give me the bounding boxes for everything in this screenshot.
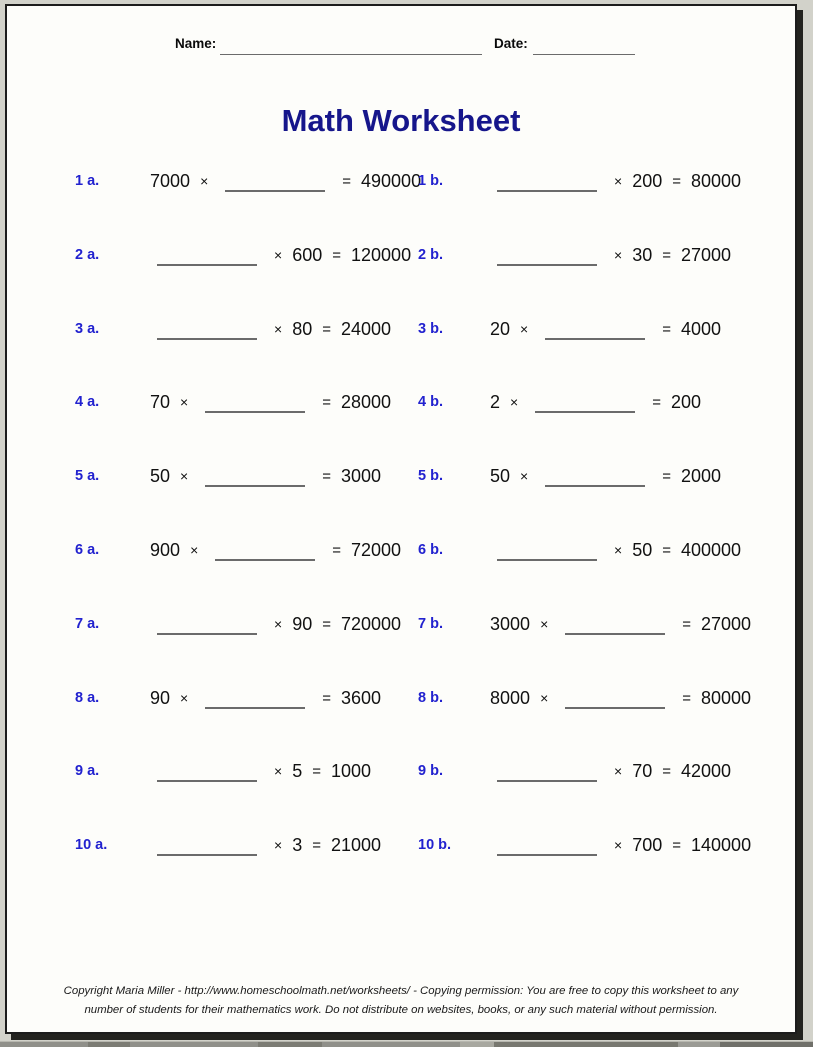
- equals-sign: =: [332, 246, 342, 264]
- problem-cell-b: [418, 466, 721, 487]
- product: 27000: [681, 244, 732, 265]
- problem-row: [7, 245, 795, 275]
- times-sign: ×: [540, 615, 549, 632]
- equals-sign: =: [312, 763, 321, 781]
- factor: 90: [292, 613, 313, 634]
- problem-expression: [490, 835, 751, 855]
- times-sign: ×: [180, 689, 189, 706]
- problem-cell-b: [418, 688, 751, 709]
- answer-blank: [157, 324, 257, 340]
- factor: 20: [490, 318, 511, 339]
- equals-sign: =: [672, 173, 682, 190]
- problem-cell-b: [418, 171, 741, 192]
- product: 490000: [361, 171, 422, 191]
- answer-blank: [545, 471, 645, 487]
- product: 80000: [701, 687, 752, 708]
- equals-sign: =: [682, 615, 692, 633]
- answer-blank: [545, 324, 645, 340]
- problem-row: [7, 540, 795, 570]
- factor: 3: [292, 835, 303, 856]
- times-sign: ×: [614, 542, 623, 558]
- answer-blank: [565, 619, 665, 635]
- problem-number-label: 8 b.: [418, 689, 443, 706]
- problem-expression: [150, 466, 381, 486]
- problem-expression: [150, 688, 381, 708]
- answer-blank: [205, 693, 305, 709]
- problem-cell-b: [418, 540, 741, 561]
- problem-row: [7, 319, 795, 349]
- product: 2000: [681, 466, 722, 487]
- problem-expression: [490, 171, 741, 191]
- problem-number-label: 9 b.: [418, 763, 443, 780]
- problem-expression: [490, 245, 731, 265]
- times-sign: ×: [520, 320, 529, 337]
- answer-blank: [497, 840, 597, 856]
- answer-blank: [157, 766, 257, 782]
- factor: 90: [150, 687, 171, 708]
- times-sign: ×: [180, 394, 189, 411]
- problem-expression: [490, 540, 741, 560]
- factor: 50: [150, 466, 171, 487]
- product: 400000: [681, 540, 742, 560]
- times-sign: ×: [274, 246, 283, 263]
- problem-number-label: 5 b.: [418, 468, 443, 485]
- problem-number-label: 7 a.: [75, 615, 100, 632]
- problem-expression: [490, 466, 721, 486]
- problem-cell-a: [75, 614, 401, 635]
- times-sign: ×: [540, 689, 549, 706]
- product: 27000: [701, 613, 752, 634]
- times-sign: ×: [274, 837, 283, 854]
- problem-number-label: 2 a.: [75, 246, 100, 263]
- problem-expression: [150, 761, 371, 781]
- factor: 50: [490, 466, 511, 487]
- answer-blank: [205, 397, 305, 413]
- answer-blank: [157, 250, 257, 266]
- page-title: Math Worksheet: [281, 103, 521, 138]
- times-sign: ×: [274, 615, 283, 632]
- problem-expression: [150, 540, 401, 560]
- problem-expression: [150, 319, 391, 339]
- worksheet-page: [5, 4, 797, 1034]
- copyright-line-2: number of students for their mathematics work. Do not distribute on websites, books, or any such material without permission.: [84, 1004, 718, 1016]
- name-label: Name:: [175, 36, 217, 51]
- problem-cell-a: [75, 835, 381, 856]
- factor: 2: [490, 392, 501, 413]
- product: 42000: [681, 761, 732, 782]
- problem-cell-b: [418, 761, 731, 782]
- product: 21000: [330, 835, 382, 856]
- problem-cell-a: [75, 319, 391, 340]
- problem-number-label: 10 a.: [75, 837, 108, 854]
- answer-blank: [157, 840, 257, 856]
- equals-sign: =: [682, 689, 692, 707]
- times-sign: ×: [274, 763, 283, 780]
- equals-sign: =: [322, 394, 331, 412]
- answer-blank: [497, 250, 597, 266]
- answer-blank: [205, 471, 305, 487]
- answer-blank: [497, 176, 597, 192]
- problem-cell-b: [418, 319, 721, 340]
- problem-cell-a: [75, 688, 381, 709]
- problem-expression: [150, 392, 391, 412]
- factor: 3000: [490, 613, 531, 634]
- times-sign: ×: [614, 246, 623, 263]
- problem-number-label: 1 a.: [75, 173, 100, 189]
- equals-sign: =: [662, 468, 671, 486]
- problem-number-label: 4 b.: [418, 394, 443, 411]
- problem-cell-a: [75, 392, 391, 413]
- product: 3000: [341, 466, 382, 487]
- equals-sign: =: [672, 837, 682, 855]
- problem-number-label: 2 b.: [418, 246, 443, 263]
- product: 24000: [341, 318, 392, 339]
- factor: 30: [632, 244, 653, 265]
- window-chrome-strip: [0, 1041, 813, 1047]
- problem-expression: [490, 688, 751, 708]
- name-blank-line: [220, 39, 482, 55]
- product: 1000: [330, 761, 372, 782]
- answer-blank: [497, 545, 597, 561]
- answer-blank: [157, 619, 257, 635]
- times-sign: ×: [180, 468, 189, 485]
- answer-blank: [535, 397, 635, 413]
- factor: 600: [292, 244, 323, 265]
- product: 120000: [351, 244, 412, 265]
- problem-expression: [150, 614, 401, 634]
- problem-cell-b: [418, 614, 751, 635]
- problem-expression: [490, 392, 701, 412]
- problem-row: [7, 688, 795, 718]
- equals-sign: =: [322, 468, 331, 486]
- problem-cell-a: [75, 761, 371, 782]
- problem-cell-a: [75, 245, 411, 266]
- times-sign: ×: [190, 542, 199, 558]
- times-sign: ×: [614, 763, 623, 780]
- equals-sign: =: [312, 837, 321, 855]
- equals-sign: =: [342, 173, 352, 190]
- factor: 700: [632, 835, 663, 856]
- equals-sign: =: [322, 615, 331, 633]
- equals-sign: =: [652, 394, 661, 412]
- times-sign: ×: [520, 468, 529, 485]
- equals-sign: =: [322, 689, 331, 707]
- factor: 200: [632, 171, 663, 191]
- problem-expression: [490, 319, 721, 339]
- date-label: Date:: [494, 36, 528, 51]
- date-blank-line: [533, 39, 635, 55]
- problem-cell-a: [75, 171, 421, 192]
- problem-number-label: 6 b.: [418, 542, 443, 558]
- product: 80000: [691, 171, 742, 191]
- product: 4000: [681, 318, 722, 339]
- problem-cell-b: [418, 392, 701, 413]
- problem-number-label: 6 a.: [75, 542, 100, 558]
- times-sign: ×: [614, 837, 623, 854]
- equals-sign: =: [662, 763, 671, 781]
- answer-blank: [497, 766, 597, 782]
- problem-row: [7, 835, 795, 865]
- equals-sign: =: [332, 542, 342, 559]
- times-sign: ×: [614, 173, 623, 189]
- problem-number-label: 8 a.: [75, 689, 100, 706]
- product: 720000: [341, 613, 402, 634]
- factor: 5: [292, 761, 303, 782]
- answer-blank: [565, 693, 665, 709]
- problem-number-label: 1 b.: [418, 173, 443, 189]
- factor: 70: [150, 392, 171, 413]
- answer-blank: [215, 545, 315, 561]
- times-sign: ×: [274, 320, 283, 337]
- copyright-footer: [7, 982, 795, 1020]
- factor: 50: [632, 540, 653, 560]
- problem-row: [7, 614, 795, 644]
- product: 200: [670, 392, 702, 413]
- problem-number-label: 5 a.: [75, 468, 100, 485]
- problem-expression: [490, 614, 751, 634]
- problem-cell-a: [75, 540, 401, 561]
- answer-blank: [225, 176, 325, 192]
- product: 140000: [691, 835, 752, 856]
- problem-cell-b: [418, 245, 731, 266]
- times-sign: ×: [200, 173, 209, 189]
- equals-sign: =: [662, 320, 671, 338]
- problem-expression: [150, 245, 411, 265]
- factor: 900: [150, 540, 181, 560]
- equals-sign: =: [322, 320, 331, 338]
- problem-expression: [150, 171, 421, 191]
- product: 72000: [351, 540, 402, 560]
- copyright-line-1: Copyright Maria Miller - http://www.homeschoolmath.net/worksheets/ - Copying permission: You are free to copy this worksheet to any: [63, 985, 739, 997]
- problem-number-label: 9 a.: [75, 763, 100, 780]
- problem-row: [7, 761, 795, 791]
- problem-row: [7, 466, 795, 496]
- problem-number-label: 3 b.: [418, 320, 443, 337]
- problem-cell-b: [418, 835, 751, 856]
- problem-number-label: 10 b.: [418, 837, 452, 854]
- factor: 7000: [150, 171, 191, 191]
- problem-row: [7, 392, 795, 422]
- times-sign: ×: [510, 394, 519, 411]
- factor: 70: [632, 761, 653, 782]
- problem-number-label: 7 b.: [418, 615, 443, 632]
- equals-sign: =: [662, 542, 671, 559]
- problem-number-label: 3 a.: [75, 320, 100, 337]
- product: 3600: [341, 687, 382, 708]
- problem-number-label: 4 a.: [75, 394, 100, 411]
- factor: 8000: [490, 687, 531, 708]
- equals-sign: =: [662, 246, 671, 264]
- problem-cell-a: [75, 466, 381, 487]
- product: 28000: [341, 392, 392, 413]
- problem-expression: [490, 761, 731, 781]
- problem-row: [7, 171, 795, 201]
- problem-expression: [150, 835, 381, 855]
- factor: 80: [292, 318, 313, 339]
